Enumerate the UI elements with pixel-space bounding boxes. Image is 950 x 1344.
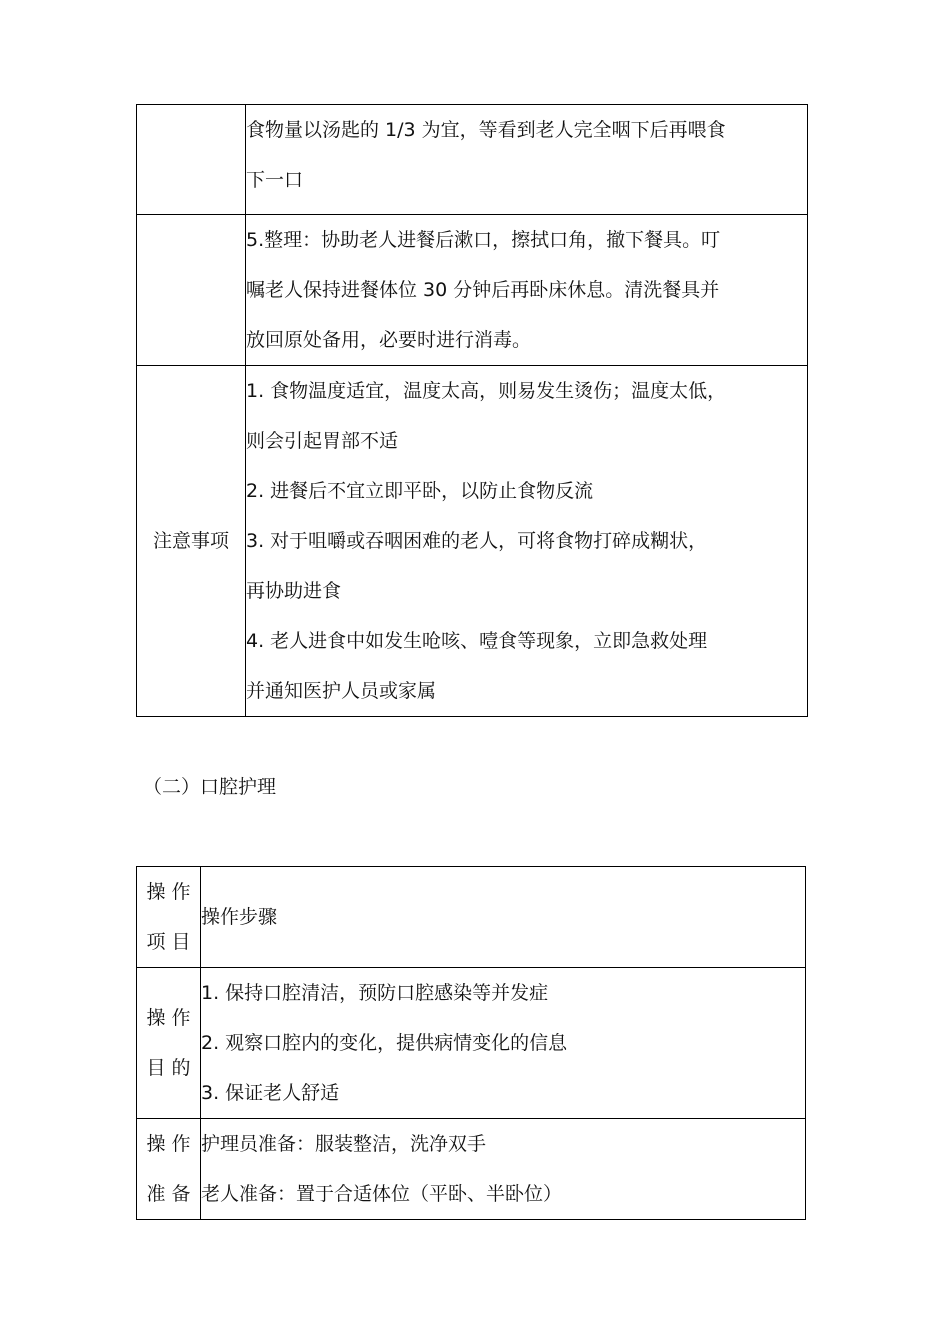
text-line: 1. 保持口腔清洁，预防口腔感染等并发症	[201, 982, 549, 1004]
label-line: 目的	[146, 1057, 197, 1079]
row-label	[137, 215, 246, 366]
row-label	[137, 105, 246, 215]
header-label	[137, 867, 201, 968]
label-line: 操作	[146, 881, 197, 903]
table-row	[137, 215, 808, 366]
label-line: 准备	[146, 1183, 197, 1205]
label-line: 项目	[146, 931, 197, 953]
text-line: 食物量以汤匙的 1/3 为宜，等看到老人完全咽下后再喂食	[246, 119, 726, 141]
text-line: 放回原处备用，必要时进行消毒。	[246, 329, 532, 351]
label-line: 操作	[146, 1133, 197, 1155]
text-line: 下一口	[246, 169, 304, 191]
table-header-row	[137, 867, 806, 968]
row-content	[201, 968, 806, 1119]
table-row	[137, 366, 808, 717]
table-row	[137, 105, 808, 215]
table-row	[137, 1119, 806, 1220]
precautions-label: 注意事项	[137, 366, 246, 717]
row-content	[246, 215, 808, 366]
text-line: 2. 进餐后不宜立即平卧，以防止食物反流	[246, 480, 594, 502]
row-content	[201, 1119, 806, 1220]
row-label	[137, 968, 201, 1119]
section-heading: （二）口腔护理	[143, 776, 277, 798]
text-line: 嘱老人保持进餐体位 30 分钟后再卧床休息。清洗餐具并	[246, 279, 720, 301]
text-line: 再协助进食	[246, 580, 342, 602]
text-line: 老人准备：置于合适体位（平卧、半卧位）	[201, 1183, 563, 1205]
row-content	[246, 366, 808, 717]
text-line: 并通知医护人员或家属	[246, 680, 437, 702]
row-content	[246, 105, 808, 215]
text-line: 4. 老人进食中如发生呛咳、噎食等现象，立即急救处理	[246, 630, 708, 652]
text-line: 2. 观察口腔内的变化，提供病情变化的信息	[201, 1032, 568, 1054]
header-content	[201, 867, 806, 968]
table-row	[137, 968, 806, 1119]
text-line: 护理员准备：服装整洁，洗净双手	[201, 1133, 487, 1155]
text-line: 1. 食物温度适宜，温度太高，则易发生烫伤；温度太低，	[246, 380, 727, 402]
text-line: 则会引起胃部不适	[246, 430, 399, 452]
feeding-care-table	[136, 104, 808, 717]
oral-care-table	[136, 866, 806, 1220]
text-line: 3. 保证老人舒适	[201, 1082, 340, 1104]
text-line: 5.整理：协助老人进餐后漱口，擦拭口角，撤下餐具。叮	[246, 229, 721, 251]
header-text: 操作步骤	[201, 906, 278, 928]
label-line: 操作	[146, 1007, 197, 1029]
row-label	[137, 1119, 201, 1220]
text-line: 3. 对于咀嚼或吞咽困难的老人，可将食物打碎成糊状，	[246, 530, 708, 552]
